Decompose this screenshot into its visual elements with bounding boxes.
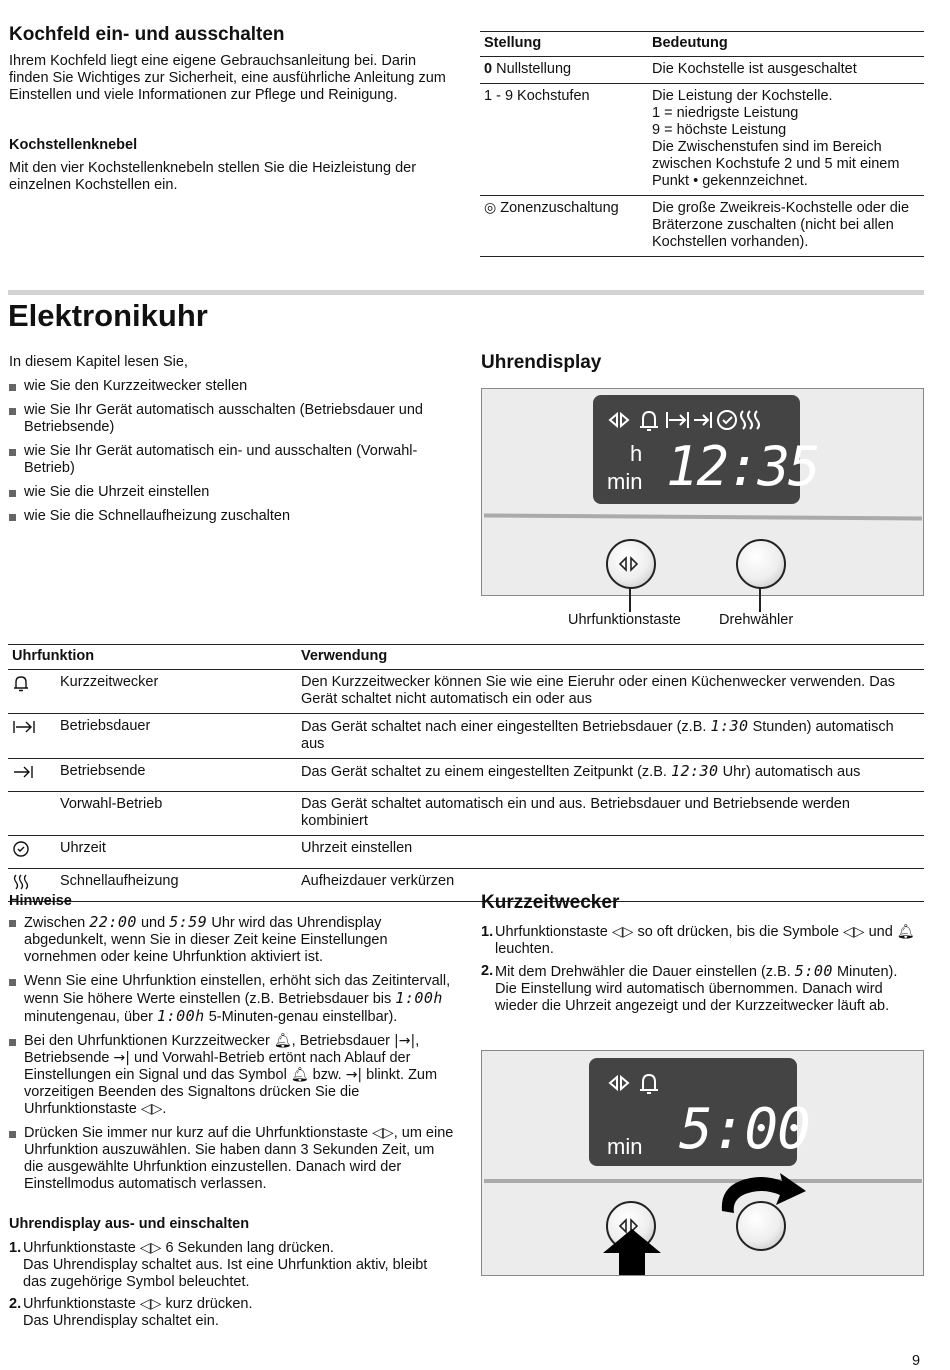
bell-icon	[12, 674, 30, 692]
arrows-icon	[618, 556, 644, 572]
function-name: Schnellaufheizung	[56, 869, 297, 902]
display-time: 12:35	[666, 435, 819, 498]
arrows-icon: ◁▷	[139, 1296, 162, 1312]
zero-symbol: 0	[484, 61, 493, 77]
position-label: 1 - 9 Kochstufen	[480, 84, 648, 196]
chapter-list	[9, 378, 454, 532]
list-item: 2. Mit dem Drehwähler die Dauer einstellen (z.B. 5:00 Minuten). Die Einstellung wird automatisch übernommen. Danach wird wieder die Uhrzeit angezeigt und der Kurzzeitwecker läuft ab.	[481, 962, 898, 1014]
list-item: 1. Uhrfunktionstaste ◁▷ so oft drücken, bis die Symbole ◁▷ und 🔔︎ leuchten.	[481, 924, 915, 957]
function-name: Betriebsende	[56, 759, 297, 792]
kochfeld-title: Kochfeld ein- und ausschalten	[9, 24, 285, 45]
table-row	[8, 759, 924, 792]
arrows-icon: ◁▷	[140, 1101, 163, 1117]
end-time-icon	[12, 763, 34, 781]
kochfeld-intro: Ihrem Kochfeld liegt eine eigene Gebrauchsanleitung bei. Darin finden Sie Wichtiges zur Sicherheit, eine ausführliche Anleitung zum Einstellen und viele Informationen zur Pflege und Reinigung.	[9, 53, 446, 103]
col-header-verwendung: Verwendung	[297, 645, 924, 670]
kurzzeitwecker-steps	[481, 924, 924, 1020]
function-name: Betriebsdauer	[56, 714, 297, 759]
label-rotary-selector: Drehwähler	[719, 612, 794, 628]
arrows-icon: ◁▷	[372, 1125, 394, 1141]
display-min-label: min	[607, 1134, 643, 1159]
table-row	[480, 84, 924, 196]
timer-panel-figure	[481, 1050, 924, 1276]
position-label: Zonenzuschaltung	[500, 200, 619, 216]
leader-line	[759, 588, 761, 612]
display-toggle-steps	[9, 1240, 454, 1335]
leader-line	[629, 588, 631, 612]
list-item: Bei den Uhrfunktionen Kurzzeitwecker 🔔︎, Betriebsdauer |→|, Betriebsende →| und Vorwahl-Betrieb ertönt nach Ablauf der Einstellungen ein Signal und das Symbol 🔔︎ bzw. →| blinkt. Zum vorzeitigen Beenden des Signaltons drücken Sie die Uhrfunktionstaste ◁▷.	[9, 1033, 454, 1118]
arrows-bell-icon	[607, 1069, 669, 1097]
table-row	[8, 792, 924, 836]
list-item: wie Sie Ihr Gerät automatisch ausschalten (Betriebsdauer und Betriebsende)	[9, 402, 454, 436]
clock-function-button[interactable]	[606, 539, 656, 589]
list-item: wie Sie den Kurzzeitwecker stellen	[9, 378, 454, 395]
meaning-text: Die große Zweikreis-Kochstelle oder die Bräterzone zuschalten (nicht bei allen Kochstellen vorhanden).	[648, 196, 924, 257]
end-time-icon: →|	[113, 1050, 130, 1066]
display-toggle-title: Uhrendisplay aus- und einschalten	[9, 1216, 250, 1232]
label-clock-function-button: Uhrfunktionstaste	[568, 612, 681, 628]
lcd-display	[589, 1058, 810, 1166]
list-item: Zwischen 22:00 und 5:59 Uhr wird das Uhrendisplay abgedunkelt, wenn Sie in dieser Zeit keine Einstellungen vornehmen oder keine Uhrfunktion aktiviert ist.	[9, 914, 454, 966]
panel-divider	[484, 513, 922, 520]
segment-value: 5:00	[794, 962, 833, 980]
list-item: wie Sie Ihr Gerät automatisch ein- und ausschalten (Vorwahl-Betrieb)	[9, 443, 454, 477]
arrows-icon: ◁▷	[842, 924, 865, 940]
function-usage: Aufheizdauer verkürzen	[297, 869, 924, 902]
knebel-heading: Kochstellenknebel	[9, 137, 138, 153]
rapid-heat-icon	[12, 873, 30, 891]
list-item: Wenn Sie eine Uhrfunktion einstellen, erhöht sich das Zeitintervall, wenn Sie höhere Werte einstellen (z.B. Betriebsdauer bis 1:00h minutengenau, über 1:00h 5-Minuten-genau einstellbar).	[9, 973, 454, 1026]
section-divider	[8, 290, 924, 295]
function-usage: Uhrzeit einstellen	[297, 836, 924, 869]
zone-icon: ◎	[484, 200, 497, 216]
function-usage: Das Gerät schaltet zu einem eingestellten Zeitpunkt (z.B. 12:30 Uhr) automatisch aus	[297, 759, 924, 792]
rotary-selector-knob[interactable]	[736, 539, 786, 589]
list-item: 1. Uhrfunktionstaste ◁▷ 6 Sekunden lang drücken. Das Uhrendisplay schaltet aus. Ist eine Uhrfunktion aktiv, bleibt das zugehörige Symbol beleuchtet.	[9, 1240, 428, 1290]
list-item: Drücken Sie immer nur kurz auf die Uhrfunktionstaste ◁▷, um eine Uhrfunktion auszuwählen. Sie haben dann 3 Sekunden Zeit, um die ausgewählte Uhrfunktion einzustellen. Danach wird der Einstellmodus automatisch verlassen.	[9, 1125, 454, 1193]
segment-value: 1:00h	[157, 1007, 205, 1025]
knebel-text: Mit den vier Kochstellenknebeln stellen Sie die Heizleistung der einzelnen Kochstellen ein.	[9, 160, 417, 193]
function-usage: Das Gerät schaltet nach einer eingestellten Betriebsdauer (z.B. 1:30 Stunden) automatisch aus	[297, 714, 924, 759]
col-header-uhrfunktion: Uhrfunktion	[8, 645, 297, 670]
list-item: wie Sie die Uhrzeit einstellen	[9, 484, 454, 501]
end-time-icon: →|	[345, 1067, 363, 1083]
position-label: Nullstellung	[496, 61, 572, 77]
meaning-text: Die Kochstelle ist ausgeschaltet	[648, 57, 924, 84]
lcd-display	[593, 395, 819, 504]
elektronikuhr-title: Elektronikuhr	[8, 298, 208, 333]
kurzzeitwecker-title: Kurzzeitwecker	[481, 892, 620, 913]
clock-icon	[12, 840, 30, 858]
table-row	[8, 670, 924, 714]
elektronikuhr-intro: In diesem Kapitel lesen Sie,	[9, 354, 188, 370]
table-row	[8, 714, 924, 759]
duration-icon: |→|	[394, 1033, 416, 1049]
list-item: 2. Uhrfunktionstaste ◁▷ kurz drücken. Das Uhrendisplay schaltet ein.	[9, 1296, 253, 1329]
segment-value: 1:30	[710, 717, 749, 735]
table-row	[480, 57, 924, 84]
display-min-label: min	[607, 469, 643, 494]
segment-value: 1:00h	[395, 989, 443, 1007]
hinweise-title: Hinweise	[9, 893, 72, 909]
stellung-table	[480, 31, 924, 257]
clock-panel-figure	[481, 388, 924, 596]
segment-value: 12:30	[670, 762, 719, 780]
bell-icon: 🔔︎	[290, 1067, 309, 1083]
meaning-text: Die Leistung der Kochstelle. 1 = niedrigste Leistung 9 = höchste Leistung Die Zwischenstufen sind im Bereich zwischen Kochstufe 2 und 5 mit einem Punkt • gekennzeichnet.	[648, 84, 924, 196]
function-name: Uhrzeit	[56, 836, 297, 869]
segment-value: 5:59	[169, 913, 208, 931]
display-time: 5:00	[679, 1097, 810, 1162]
col-header-stellung: Stellung	[480, 32, 648, 57]
display-symbols-icon	[607, 406, 787, 434]
press-arrow-icon	[601, 1227, 663, 1277]
function-name: Vorwahl-Betrieb	[56, 792, 297, 836]
arrows-icon: ◁▷	[611, 924, 634, 940]
function-name: Kurzzeitwecker	[56, 670, 297, 714]
table-row	[480, 196, 924, 257]
segment-value: 22:00	[89, 913, 137, 931]
bell-icon: 🔔︎	[273, 1033, 292, 1049]
table-row	[8, 836, 924, 869]
hinweise-list	[9, 914, 454, 1200]
page-number: 9	[912, 1353, 921, 1369]
table-row	[8, 869, 924, 902]
function-usage: Das Gerät schaltet automatisch ein und aus. Betriebsdauer und Betriebsende werden kombiniert	[297, 792, 924, 836]
col-header-bedeutung: Bedeutung	[648, 32, 924, 57]
panel-divider	[484, 1179, 922, 1183]
list-item: wie Sie die Schnellaufheizung zuschalten	[9, 508, 454, 525]
duration-icon	[12, 718, 36, 736]
uhrendisplay-title: Uhrendisplay	[481, 352, 602, 373]
rotate-arrow-icon	[710, 1167, 812, 1219]
uhrfunktion-table	[8, 644, 924, 902]
arrows-icon: ◁▷	[139, 1240, 162, 1256]
function-usage: Den Kurzzeitwecker können Sie wie eine Eieruhr oder einen Küchenwecker verwenden. Das Gerät schaltet nicht automatisch ein oder aus	[297, 670, 924, 714]
display-h-label: h	[630, 441, 643, 466]
bell-icon: 🔔︎	[896, 924, 915, 940]
